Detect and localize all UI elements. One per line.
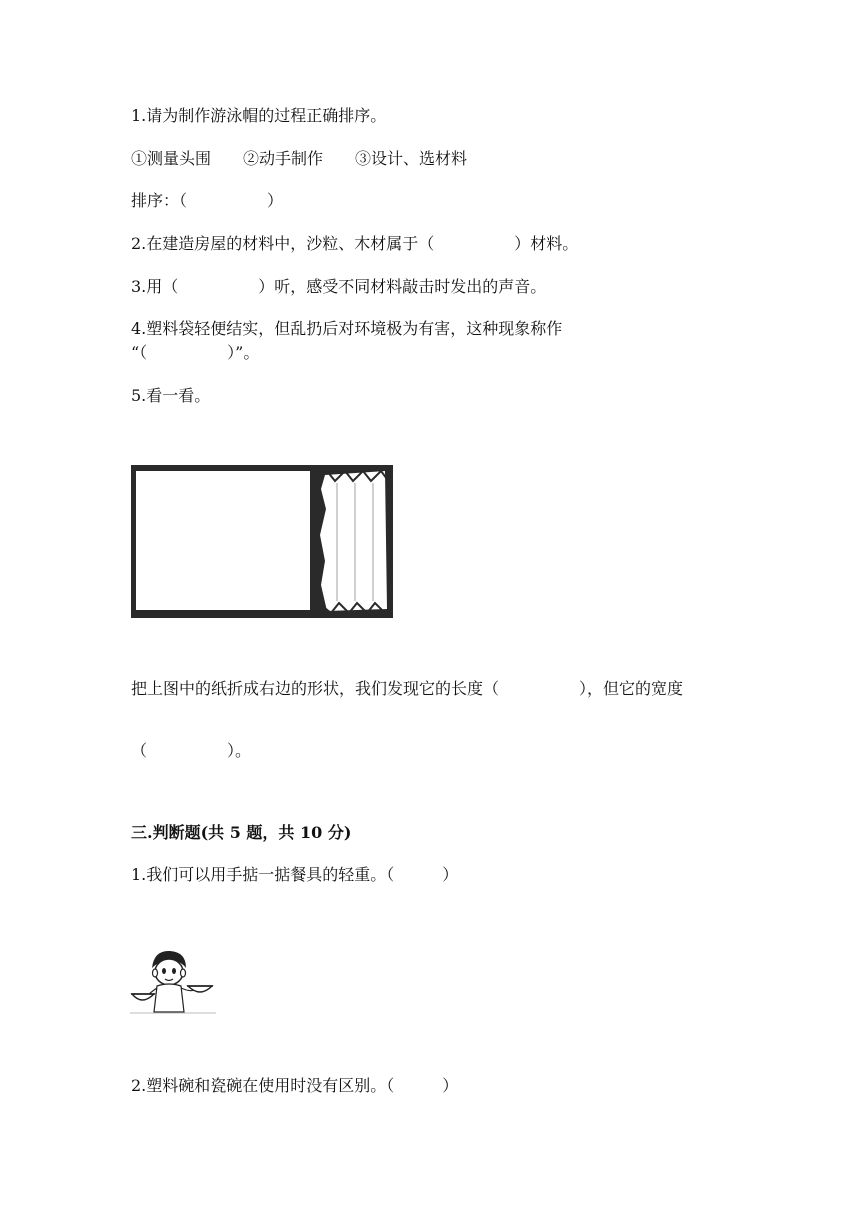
question-1-options: ①测量头围 ②动手制作 ③设计、选材料 [131,149,468,168]
question-4-line-2: “（ ）”。 [131,343,260,362]
question-3: 3.用（ ）听，感受不同材料敲击时发出的声音。 [131,277,547,296]
judgment-question-1: 1.我们可以用手掂一掂餐具的轻重。（ ） [131,865,459,884]
question-5-line-2: （ ）。 [131,741,252,760]
question-1-title: 1.请为制作游泳帽的过程正确排序。 [131,106,387,125]
judgment-question-2: 2.塑料碗和瓷碗在使用时没有区别。（ ） [131,1076,459,1095]
question-5-title: 5.看一看。 [131,386,211,405]
paper-folding-figure [131,465,393,618]
section-title-judgment: 三.判断题(共 5 题，共 10 分) [131,823,352,842]
question-1-answer-blank: 排序：（ ） [131,191,284,210]
question-2: 2.在建造房屋的材料中，沙粒、木材属于（ ）材料。 [131,234,579,253]
flat-paper-sheet [136,471,310,610]
question-4-line-1: 4.塑料袋轻便结实，但乱扔后对环境极为有害，这种现象称作 [131,319,563,338]
question-5-line-1: 把上图中的纸折成右边的形状，我们发现它的长度（ ），但它的宽度 [131,679,684,698]
folded-paper [317,471,387,613]
child-holding-bowls-figure [130,948,216,1016]
